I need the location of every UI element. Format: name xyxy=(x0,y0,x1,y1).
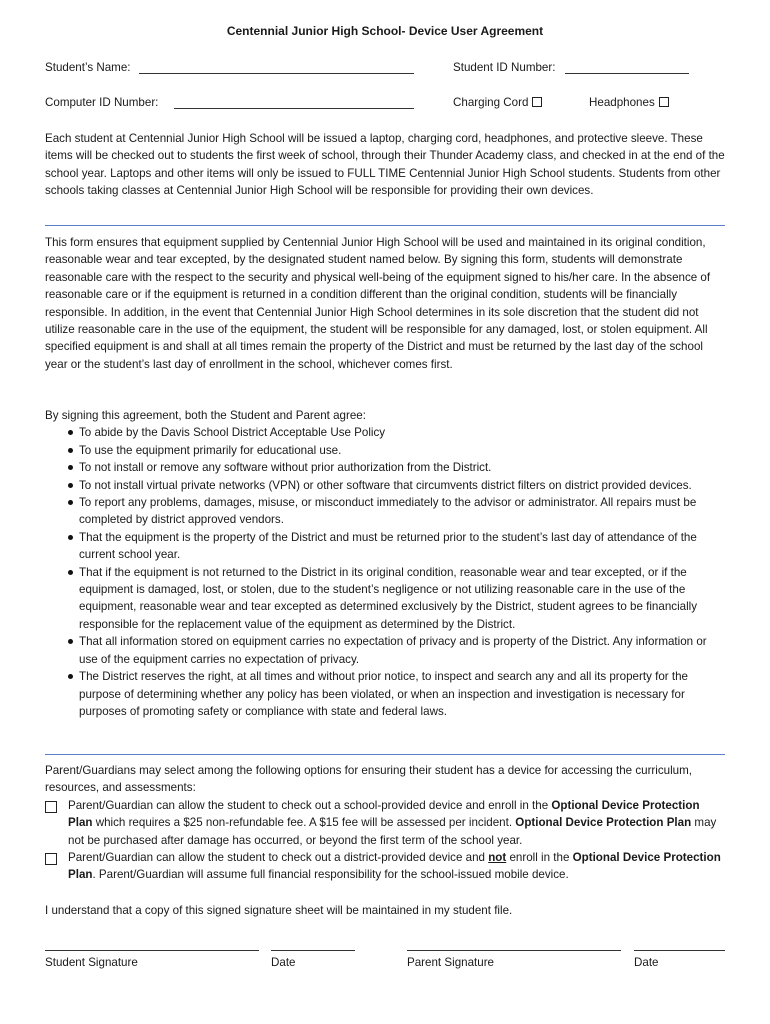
agreement-item: To report any problems, damages, misuse, or misconduct immediately to the advisor or administrator. All repairs must be completed by district approved vendors. xyxy=(45,494,725,529)
parent-date-line[interactable] xyxy=(634,950,725,951)
file-note-text: I understand that a copy of this signed signature sheet will be maintained in my student file. xyxy=(45,904,513,917)
agreement-section xyxy=(45,407,725,720)
headphones-option xyxy=(589,94,669,112)
parent-signature-line[interactable] xyxy=(407,950,621,951)
options-section xyxy=(45,762,725,884)
care-text: This form ensures that equipment supplied by Centennial Junior High School will be used and maintained in its original condition, reasonable wear and tear excepted, by the designated student named below. By signing this form, students will demonstrate reasonable care with the respect to the security and physical well-being of the equipment signed to his/her care. In the absence of reasonable care or if the equipment is returned in a condition different than the original condition, students will be financially responsible. In addition, in the event that Centennial Junior High School determines in its sole discretion that the student did not utilize reasonable care in the use of the equipment, the student will be responsible for any damaged, lost, or stolen equipment. All specified equipment is and shall at all times remain the property of the District and must be returned by the last day of the school year or the student’s last day of enrollment in the school, whichever comes first. xyxy=(45,236,711,371)
option-decline-protection: Parent/Guardian can allow the student to check out a district-provided device and not enroll in the Optional Device Protection Plan. Parent/Guardian will assume full financial responsibility for the school-issued mobile device. xyxy=(45,849,725,884)
student-date-line[interactable] xyxy=(271,950,355,951)
agreement-list xyxy=(45,424,725,720)
not-emphasis: not xyxy=(488,851,507,865)
parent-signature-label: Parent Signature xyxy=(407,956,495,969)
student-name-label: Student’s Name: xyxy=(45,61,131,74)
agreement-item: To use the equipment primarily for educational use. xyxy=(45,442,725,459)
student-name-field[interactable] xyxy=(139,73,414,74)
agreement-item: To not install virtual private networks (VPN) or other software that circumvents district filters on district provided devices. xyxy=(45,477,725,494)
intro-text: Each student at Centennial Junior High School will be issued a laptop, charging cord, headphones, and protective sleeve. These items will be checked out to students the first week of school, through their Thunder Academy class, and checked in at the end of the school year. Laptops and other items will only be issued to FULL TIME Centennial Junior High School students. Students from other schools taking classes at Centennial Junior High School will be responsible for providing their own devices. xyxy=(45,132,725,198)
agreement-item: The District reserves the right, at all times and without prior notice, to inspect and search any and all its property for the purpose of determining whether any policy has been violated, or when an inspection and investigation is necessary for purposes of promoting safety or compliance with state and federal laws. xyxy=(45,668,725,720)
student-signature-line[interactable] xyxy=(45,950,259,951)
charging-cord-label: Charging Cord xyxy=(453,96,529,109)
intro-paragraph xyxy=(45,130,725,200)
headphones-checkbox[interactable] xyxy=(659,97,669,107)
section-divider xyxy=(45,225,725,226)
document-title: Centennial Junior High School- Device User Agreement xyxy=(226,24,544,38)
agreement-item: To abide by the Davis School District Acceptable Use Policy xyxy=(45,424,725,441)
option-enroll-checkbox[interactable] xyxy=(45,801,57,813)
student-id-field[interactable] xyxy=(565,73,689,74)
care-paragraph xyxy=(45,234,725,373)
student-signature-label: Student Signature xyxy=(45,956,138,969)
agreement-item: To not install or remove any software without prior authorization from the District. xyxy=(45,459,725,476)
options-intro: Parent/Guardians may select among the following options for ensuring their student has a device for accessing the curriculum, resources, and assessments: xyxy=(45,764,693,795)
student-id-label: Student ID Number: xyxy=(453,61,556,74)
plan-name: Optional Device Protection Plan xyxy=(68,798,700,830)
plan-name: Optional Device Protection Plan xyxy=(68,851,721,882)
computer-id-label: Computer ID Number: xyxy=(45,96,159,109)
student-date-label: Date xyxy=(271,956,296,969)
file-note xyxy=(45,902,725,919)
plan-name: Optional Device Protection Plan xyxy=(515,816,692,830)
computer-id-field[interactable] xyxy=(174,108,414,109)
parent-date-label: Date xyxy=(634,956,659,969)
equipment-row xyxy=(45,94,725,112)
student-info-row xyxy=(45,59,725,77)
option-enroll-protection: Parent/Guardian can allow the student to check out a school-provided device and enroll in the Optional Device Protection Plan which requires a $25 non-refundable fee. A $15 fee will be assessed per incident. Optional Device Protection Plan may not be purchased after damage has occurred, or beyond the first term of the school year. xyxy=(45,797,725,849)
charging-cord-option xyxy=(453,94,542,112)
agreement-item: That all information stored on equipment carries no expectation of privacy and is property of the District. Any information or use of the equipment carries no expectation of privacy. xyxy=(45,633,725,668)
headphones-label: Headphones xyxy=(589,96,655,109)
agreement-intro: By signing this agreement, both the Student and Parent agree: xyxy=(45,409,366,422)
agreement-item: That the equipment is the property of the District and must be returned prior to the student’s last day of attendance of the current school year. xyxy=(45,529,725,564)
charging-cord-checkbox[interactable] xyxy=(532,97,542,107)
option-decline-checkbox[interactable] xyxy=(45,853,57,865)
agreement-item: That if the equipment is not returned to the District in its original condition, reasonable wear and tear excepted, or if the equipment is damaged, lost, or stolen, due to the student’s negligence or not utilizing reasonable care in the use of the equipment, reasonable wear and tear excepted as determined exclusively by the District, student agrees to be financially responsible for the replacement value of the equipment as determined by the District. xyxy=(45,564,725,634)
section-divider xyxy=(45,754,725,755)
